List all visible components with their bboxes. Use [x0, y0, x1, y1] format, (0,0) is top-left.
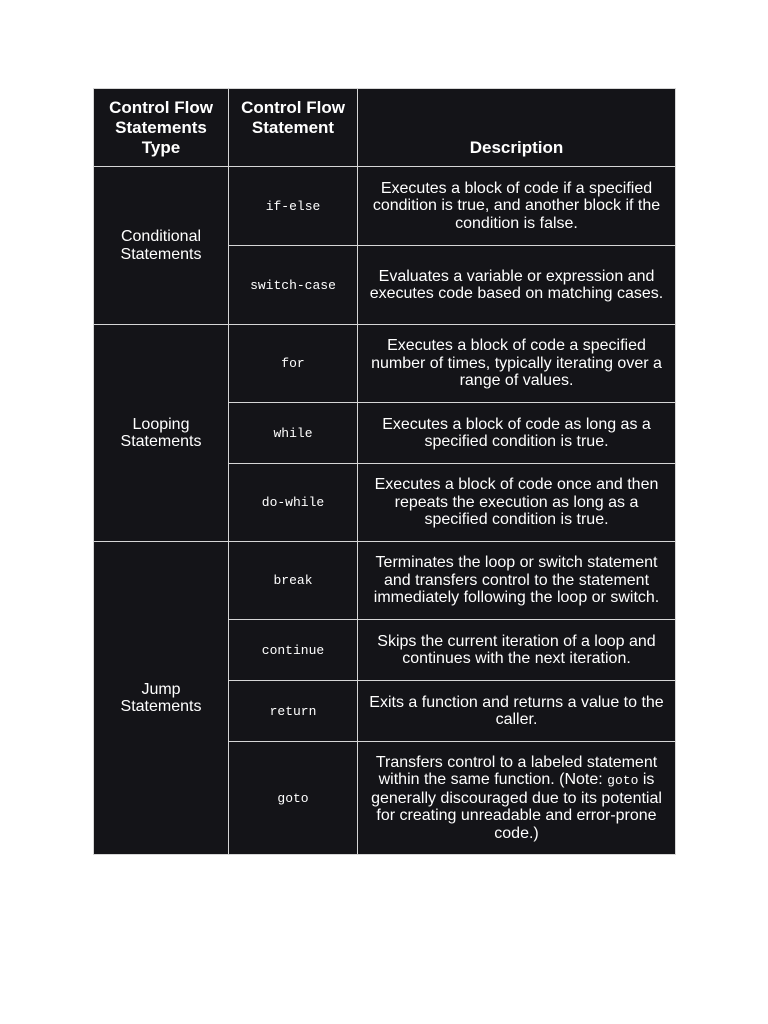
- table-row: [94, 542, 676, 620]
- inline-code: goto: [607, 773, 639, 789]
- description-cell: Executes a block of code a specified number of times, typically iterating over a range of values.: [358, 325, 676, 403]
- description-cell: Executes a block of code once and then repeats the execution as long as a specified condition is true.: [358, 464, 676, 542]
- header-description: Description: [358, 89, 676, 167]
- description-text: is generally discouraged due to its potential for creating unreadable and error-prone code.): [371, 771, 662, 842]
- control-flow-table: [93, 88, 676, 855]
- description-cell: Executes a block of code if a specified condition is true, and another block if the condition is false.: [358, 167, 676, 246]
- description-cell: Evaluates a variable or expression and executes code based on matching cases.: [358, 246, 676, 325]
- statement-code: do-while: [261, 495, 325, 511]
- description-cell: Executes a block of code as long as a specified condition is true.: [358, 403, 676, 464]
- description-cell: Exits a function and returns a value to the caller.: [358, 681, 676, 742]
- description-cell: Terminates the loop or switch statement and transfers control to the statement immediately following the loop or switch.: [358, 542, 676, 620]
- statement-code: continue: [261, 642, 325, 658]
- statement-cell: [229, 464, 358, 542]
- statement-cell: [229, 681, 358, 742]
- description-cell: Skips the current iteration of a loop and continues with the next iteration.: [358, 620, 676, 681]
- statement-code: if-else: [265, 198, 321, 214]
- type-cell-looping: Looping Statements: [94, 325, 229, 542]
- header-statement: Control Flow Statement: [229, 89, 358, 167]
- statement-code: goto: [277, 790, 309, 806]
- statement-code: switch-case: [250, 277, 336, 293]
- statement-cell: [229, 542, 358, 620]
- table-row: [94, 325, 676, 403]
- statement-code: while: [273, 425, 313, 441]
- header-row: [94, 89, 676, 167]
- description-text: Transfers control to a labeled statement within the same function. (Note:: [375, 753, 658, 789]
- statement-code: break: [273, 573, 313, 589]
- statement-code: return: [269, 703, 317, 719]
- statement-cell: [229, 403, 358, 464]
- header-type: Control Flow Statements Type: [94, 89, 229, 167]
- statement-cell: [229, 325, 358, 403]
- type-cell-jump: Jump Statements: [94, 542, 229, 855]
- statement-cell: [229, 742, 358, 855]
- statement-cell: [229, 620, 358, 681]
- statement-cell: [229, 167, 358, 246]
- description-cell: [358, 742, 676, 855]
- statement-code: for: [281, 356, 305, 372]
- statement-cell: [229, 246, 358, 325]
- type-cell-conditional: Conditional Statements: [94, 167, 229, 325]
- table-row: [94, 167, 676, 246]
